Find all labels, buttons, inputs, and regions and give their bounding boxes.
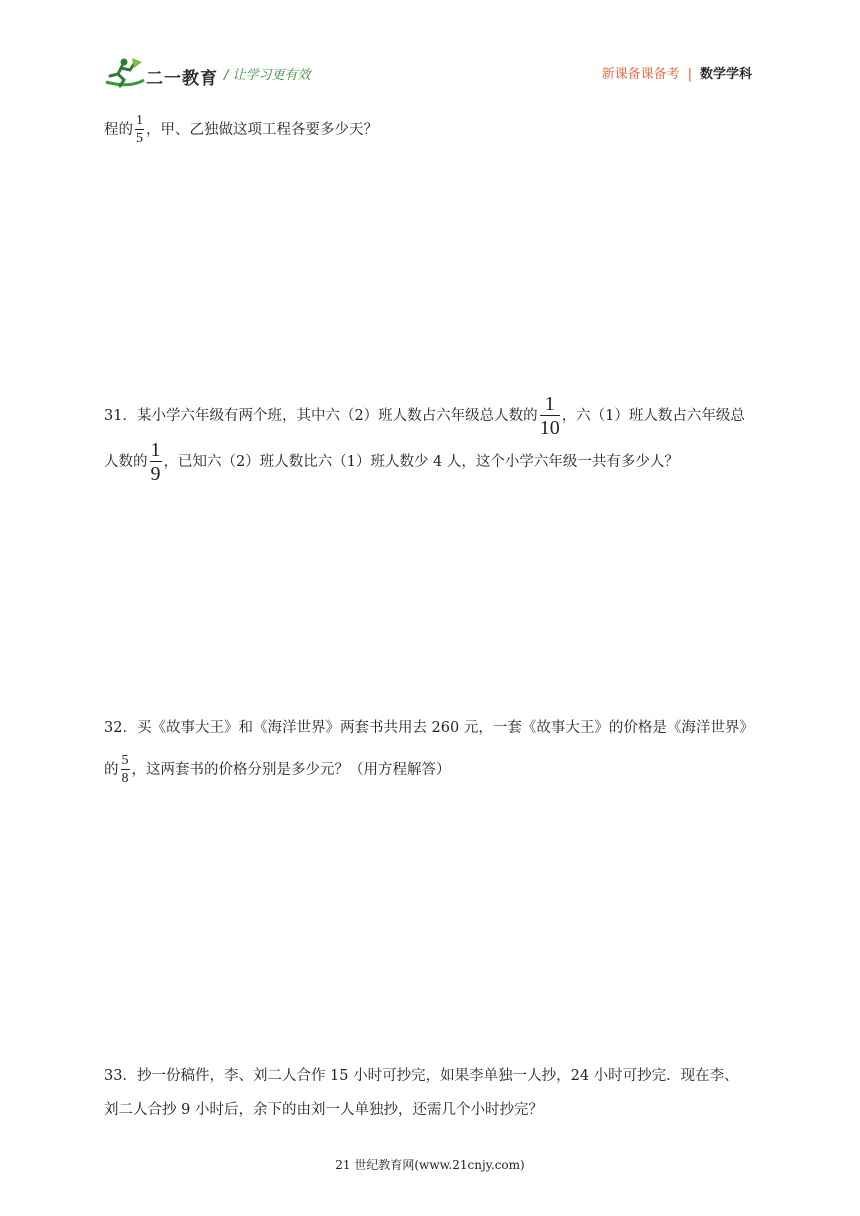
q30-prefix: 程的 — [104, 122, 133, 138]
header-separator: | — [687, 67, 692, 82]
logo-text: 二一教育 — [146, 69, 218, 89]
q31-line1-post: ，六（1）班人数占六年级总 — [561, 408, 745, 424]
q31-line2-pre: 人数的 — [104, 454, 148, 470]
fraction-numerator: 1 — [540, 394, 560, 416]
header-slogan: / 让学习更有效 — [224, 68, 311, 83]
q31-line1 — [104, 394, 745, 438]
q32-line2-pre: 的 — [104, 762, 119, 778]
q31-fraction-2 — [150, 440, 162, 484]
q31-line2 — [104, 440, 679, 484]
fraction-denominator: 9 — [150, 463, 161, 485]
q32-fraction — [121, 754, 130, 786]
header-subject — [602, 63, 752, 82]
q33-line1-text: 33．抄一份稿件，李、刘二人合作 15 小时可抄完，如果李单独一人抄，24 小时可抄完．现在李、 — [104, 1068, 739, 1084]
fraction-numerator: 1 — [136, 113, 143, 128]
q32-line1-text: 32．买《故事大王》和《海洋世界》两套书共用去 260 元，一套《故事大王》的价格是《海洋世界》 — [104, 720, 754, 736]
fraction-denominator: 10 — [539, 417, 560, 439]
fraction-numerator: 5 — [121, 753, 129, 768]
q32-line2-post: ，这两套书的价格分别是多少元？（用方程解答） — [131, 762, 451, 778]
header-subject-label: 数学学科 — [699, 67, 752, 82]
q31-line1-text: 31．某小学六年级有两个班，其中六（2）班人数占六年级总人数的 — [104, 408, 538, 424]
q32-line1 — [104, 718, 754, 738]
fraction-denominator: 5 — [136, 131, 143, 146]
page-footer: 21 世纪教育网(www.21cnjy.com) — [335, 1158, 525, 1172]
fraction-denominator: 8 — [121, 771, 129, 786]
q32-line2 — [104, 754, 451, 786]
q31-fraction-1 — [540, 394, 560, 438]
q33-line2-text: 刘二人合抄 9 小时后，余下的由刘一人单独抄，还需几个小时抄完？ — [104, 1102, 543, 1118]
q30-fraction — [135, 114, 144, 146]
q33-line2 — [104, 1100, 543, 1120]
q30-suffix: ，甲、乙独做这项工程各要多少天？ — [146, 122, 378, 138]
fraction-numerator: 1 — [150, 439, 161, 461]
q31-line2-post: ，已知六（2）班人数比六（1）班人数少 4 人，这个小学六年级一共有多少人？ — [163, 454, 679, 470]
header-course-label: 新课备课备考 — [601, 67, 680, 82]
page-header — [0, 0, 860, 96]
q33-line1 — [104, 1066, 739, 1086]
q30-line — [104, 114, 378, 146]
